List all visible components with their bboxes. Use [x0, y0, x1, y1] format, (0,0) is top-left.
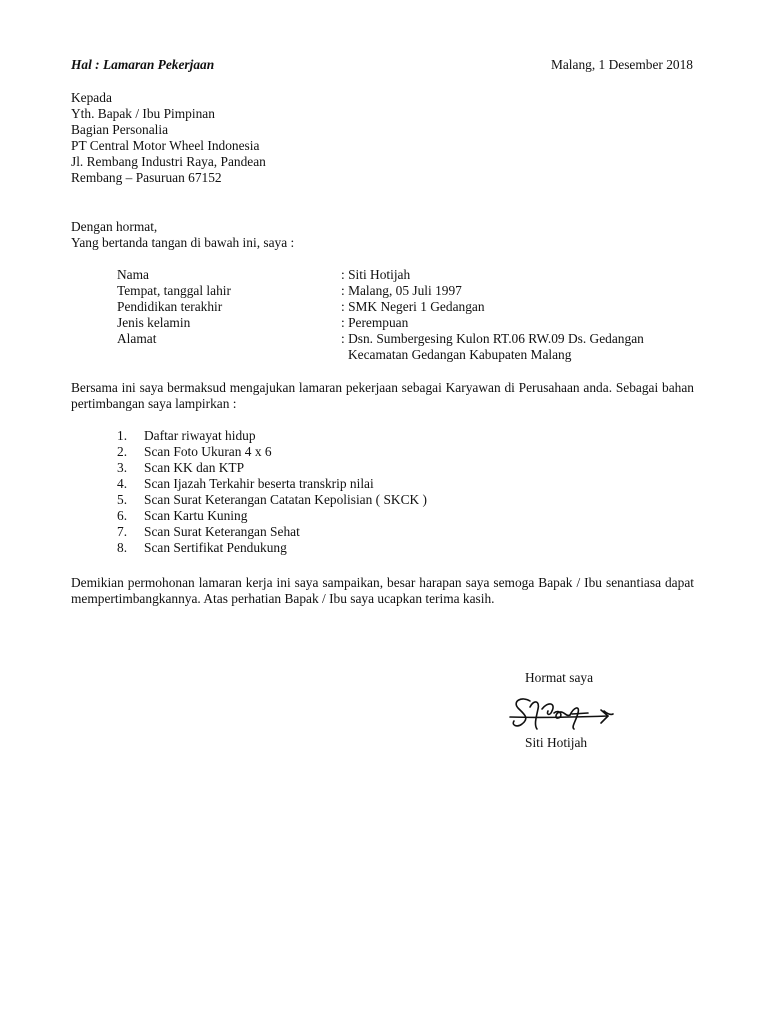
list-text: Scan Sertifikat Pendukung [144, 540, 287, 555]
field-value-address: : Dsn. Sumbergesing Kulon RT.06 RW.09 Ds. Gedangan [341, 331, 644, 346]
list-text: Scan Kartu Kuning [144, 508, 248, 523]
regards: Hormat saya [525, 670, 594, 685]
list-number: 8. [117, 540, 128, 555]
list-number: 3. [117, 460, 128, 475]
body-paragraph: Bersama ini saya bermaksud mengajukan lamaran pekerjaan sebagai Karyawan di Perusahaan anda. Sebagai bahan pertimbangan saya lampirkan : [71, 380, 694, 411]
field-label-education: Pendidikan terakhir [117, 299, 223, 314]
list-text: Daftar riwayat hidup [144, 428, 256, 443]
recipient-line: Jl. Rembang Industri Raya, Pandean [71, 154, 266, 169]
list-number: 1. [117, 428, 128, 443]
field-value-education: : SMK Negeri 1 Gedangan [341, 299, 485, 314]
list-text: Scan Surat Keterangan Sehat [144, 524, 300, 539]
field-label-address: Alamat [117, 331, 157, 346]
letter-subject: Hal : Lamaran Pekerjaan [71, 57, 215, 72]
field-value-address-cont: Kecamatan Gedangan Kabupaten Malang [348, 347, 572, 362]
greeting: Dengan hormat, [71, 219, 158, 234]
field-label-birth: Tempat, tanggal lahir [117, 283, 231, 298]
field-value-birth: : Malang, 05 Juli 1997 [341, 283, 462, 298]
list-number: 4. [117, 476, 128, 491]
list-text: Scan Foto Ukuran 4 x 6 [144, 444, 272, 459]
field-label-name: Nama [117, 267, 149, 282]
field-label-gender: Jenis kelamin [117, 315, 191, 330]
closing-paragraph: Demikian permohonan lamaran kerja ini saya sampaikan, besar harapan saya semoga Bapak / Ibu senantiasa dapat mempertimbangkannya. Atas perhatian Bapak / Ibu saya ucapkan terima kasih. [71, 575, 694, 606]
list-text: Scan Surat Keterangan Catatan Kepolisian ( SKCK ) [144, 492, 427, 507]
list-text: Scan KK dan KTP [144, 460, 245, 475]
recipient-line: Bagian Personalia [71, 122, 169, 137]
list-text: Scan Ijazah Terkahir beserta transkrip nilai [144, 476, 374, 491]
recipient-line: Yth. Bapak / Ibu Pimpinan [71, 106, 215, 121]
place-date: Malang, 1 Desember 2018 [550, 57, 693, 72]
recipient-line: Kepada [71, 90, 112, 105]
recipient-line: Rembang – Pasuruan 67152 [71, 170, 222, 185]
signature-image [508, 693, 618, 735]
signer-name: Siti Hotijah [525, 735, 588, 750]
list-number: 7. [117, 524, 128, 539]
list-number: 6. [117, 508, 128, 523]
recipient-line: PT Central Motor Wheel Indonesia [71, 138, 260, 153]
field-value-gender: : Perempuan [341, 315, 409, 330]
list-number: 2. [117, 444, 128, 459]
list-number: 5. [117, 492, 128, 507]
intro-line: Yang bertanda tangan di bawah ini, saya : [71, 235, 295, 250]
field-value-name: : Siti Hotijah [341, 267, 411, 282]
